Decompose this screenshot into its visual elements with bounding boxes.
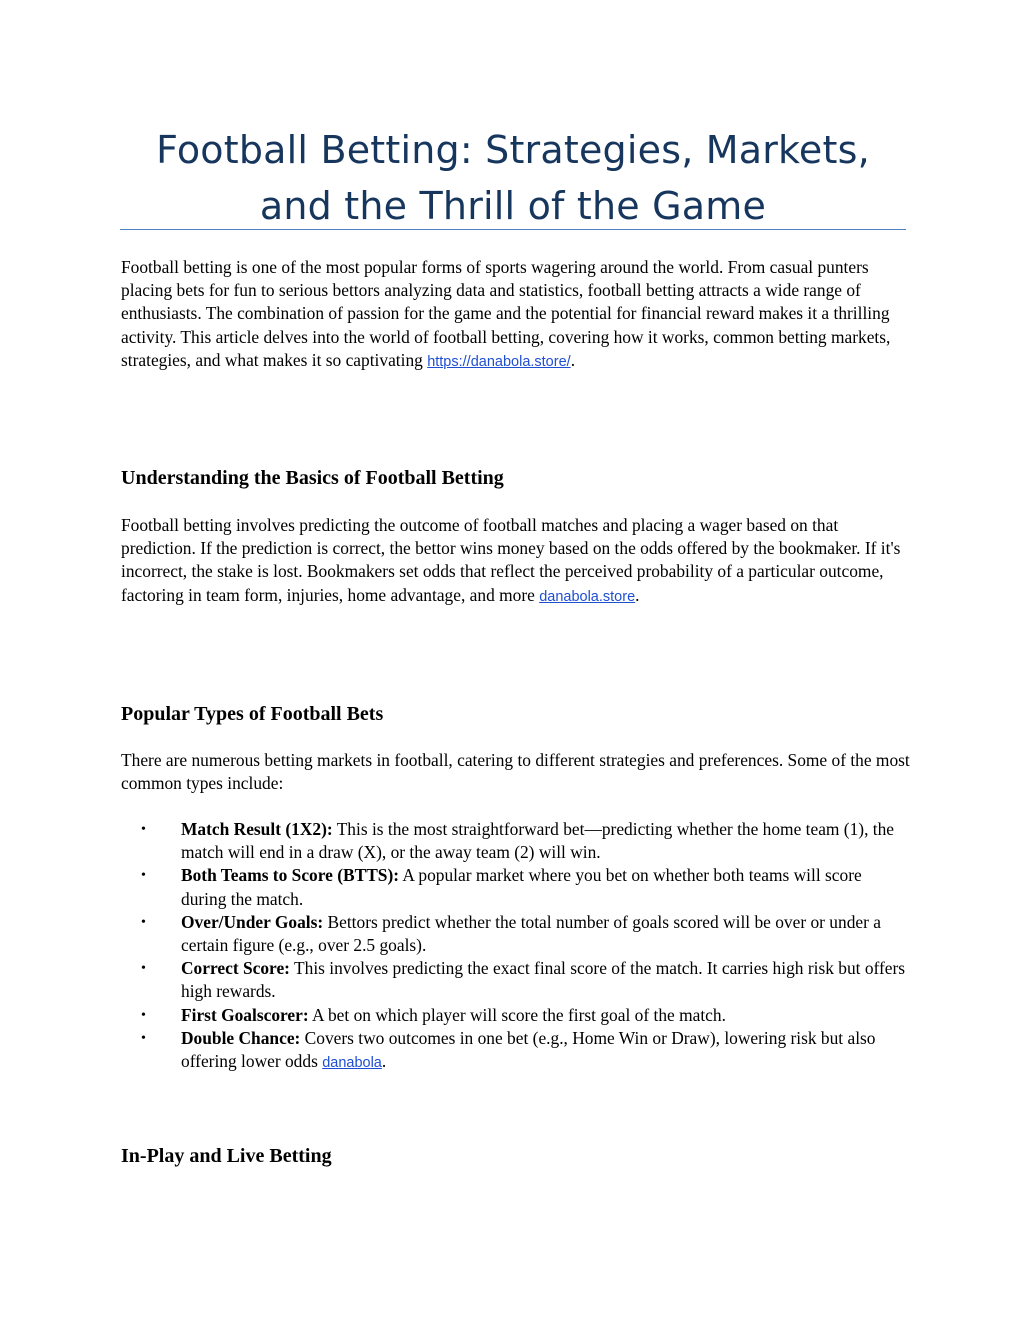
list-item bbox=[121, 1004, 911, 1027]
bet-types-paragraph: There are numerous betting markets in football, catering to different strategies and preferences. Some of the most common types include: bbox=[121, 750, 910, 794]
list-item bbox=[121, 818, 911, 864]
list-item bbox=[121, 911, 911, 957]
basics-text: Football betting involves predicting the outcome of football matches and placing a wager based on that prediction. If the prediction is correct, the bettor wins money based on the odds offered by the bookmaker. If it's incorrect, the stake is lost. Bookmakers set odds that reflect the perceived probability of a particular outcome, factoring in team form, injuries, home advantage, and more bbox=[121, 515, 901, 605]
list-item-desc: A bet on which player will score the first goal of the match. bbox=[308, 1004, 726, 1025]
bullet-icon: • bbox=[141, 1030, 146, 1046]
list-item-end: . bbox=[381, 1051, 387, 1072]
title-underline bbox=[120, 229, 906, 230]
list-item-term: Double Chance: bbox=[181, 1027, 301, 1048]
basics-paragraph bbox=[121, 514, 911, 609]
list-item-term: Correct Score: bbox=[181, 958, 290, 979]
basics-link[interactable]: danabola.store bbox=[539, 588, 636, 605]
list-item-term: First Goalscorer: bbox=[181, 1004, 309, 1025]
list-item-term: Match Result (1X2): bbox=[181, 819, 333, 839]
list-item-term: Over/Under Goals: bbox=[181, 911, 324, 932]
list-item-desc: Bettors predict whether the total number of goals scored will be over or under a certain figure (e.g., over 2.5 goals). bbox=[181, 911, 881, 956]
bullet-icon: • bbox=[141, 1007, 146, 1023]
bullet-icon: • bbox=[141, 914, 146, 930]
intro-text: Football betting is one of the most popular forms of sports wagering around the world. From casual punters placing bets for fun to serious bettors analyzing data and statistics, football betting attracts a wide range of enthusiasts. The combination of passion for the game and the potential for financial reward makes it a thrilling activity. This article delves into the world of football betting, covering how it works, common betting markets, strategies, and what makes it so captivating bbox=[121, 257, 891, 370]
section-heading-bet-types: Popular Types of Football Bets bbox=[121, 703, 384, 725]
list-item bbox=[121, 957, 911, 1003]
intro-link[interactable]: https://danabola.store/ bbox=[427, 353, 571, 370]
section-heading-basics: Understanding the Basics of Football Betting bbox=[121, 467, 504, 489]
list-item bbox=[121, 1027, 911, 1075]
document-title: Football Betting: Strategies, Markets, and the Thrill of the Game bbox=[156, 128, 870, 228]
section-heading-live-betting: In-Play and Live Betting bbox=[121, 1145, 332, 1167]
double-chance-link[interactable]: danabola bbox=[322, 1055, 382, 1072]
list-item-term: Both Teams to Score (BTTS): bbox=[181, 865, 400, 886]
list-item-desc: This is the most straightforward bet—predicting whether the home team (1), the match will end in a draw (X), or the away team (2) will win. bbox=[181, 819, 895, 863]
intro-end: . bbox=[570, 349, 576, 370]
basics-end: . bbox=[635, 584, 640, 605]
list-item-desc: This involves predicting the exact final score of the match. It carries high risk but offers high rewards. bbox=[181, 958, 906, 1002]
list-item-desc: A popular market where you bet on whether both teams will score during the match. bbox=[181, 865, 862, 909]
bullet-icon: • bbox=[141, 961, 146, 977]
list-item-desc: Covers two outcomes in one bet (e.g., Home Win or Draw), lowering risk but also offering lower odds bbox=[181, 1027, 876, 1072]
bullet-icon: • bbox=[141, 868, 146, 884]
bet-types-list bbox=[121, 818, 911, 1075]
bullet-icon: • bbox=[141, 822, 146, 837]
intro-paragraph bbox=[121, 256, 911, 374]
list-item bbox=[121, 864, 911, 910]
